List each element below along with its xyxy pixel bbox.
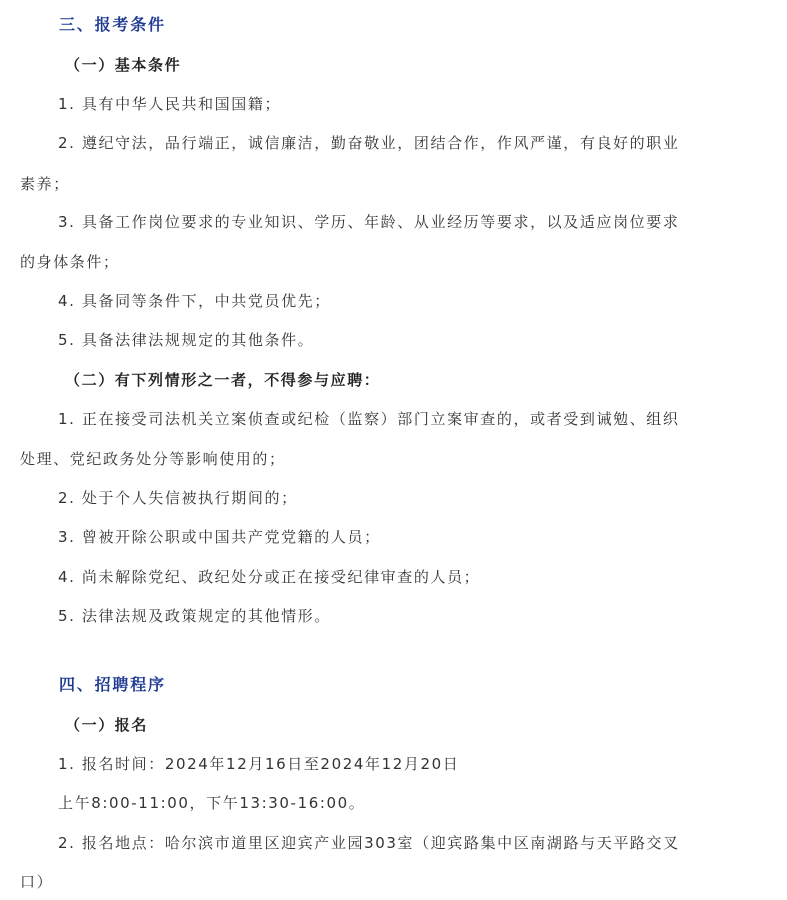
registration-location-line-1: 2. 报名地点：哈尔滨市道里区迎宾产业园303室（迎宾路集中区南湖路与天平路交叉 [58, 834, 680, 852]
basic-conditions-heading: （一）基本条件 [65, 56, 182, 74]
disqualification-item-3: 3. 曾被开除公职或中国共产党党籍的人员； [58, 528, 381, 546]
registration-hours: 上午8:00-11:00，下午13:30-16:00。 [58, 794, 366, 812]
condition-item-4: 4. 具备同等条件下，中共党员优先； [58, 292, 331, 310]
disqualification-item-1-line-2: 处理、党纪政务处分等影响使用的； [20, 450, 286, 468]
condition-item-5: 5. 具备法律法规规定的其他条件。 [58, 331, 315, 349]
condition-item-2-line-2: 素养； [20, 175, 70, 193]
registration-location-line-2: 口） [20, 873, 54, 891]
disqualification-item-2: 2. 处于个人失信被执行期间的； [58, 489, 298, 507]
registration-heading: （一）报名 [65, 716, 149, 734]
disqualification-item-1-line-1: 1. 正在接受司法机关立案侦查或纪检（监察）部门立案审查的，或者受到诫勉、组织 [58, 410, 680, 428]
condition-item-1: 1. 具有中华人民共和国国籍； [58, 95, 282, 113]
disqualification-item-4: 4. 尚未解除党纪、政纪处分或正在接受纪律审查的人员； [58, 568, 481, 586]
section-3-heading: 三、报考条件 [59, 15, 166, 34]
disqualification-heading: （二）有下列情形之一者，不得参与应聘： [65, 371, 381, 389]
section-4-heading: 四、招聘程序 [59, 675, 166, 694]
condition-item-3-line-2: 的身体条件； [20, 253, 120, 271]
disqualification-item-5: 5. 法律法规及政策规定的其他情形。 [58, 607, 331, 625]
registration-time: 1. 报名时间：2024年12月16日至2024年12月20日 [58, 755, 460, 773]
condition-item-2-line-1: 2. 遵纪守法，品行端正，诚信廉洁，勤奋敬业，团结合作，作风严谨，有良好的职业 [58, 134, 680, 152]
condition-item-3-line-1: 3. 具备工作岗位要求的专业知识、学历、年龄、从业经历等要求，以及适应岗位要求 [58, 213, 680, 231]
